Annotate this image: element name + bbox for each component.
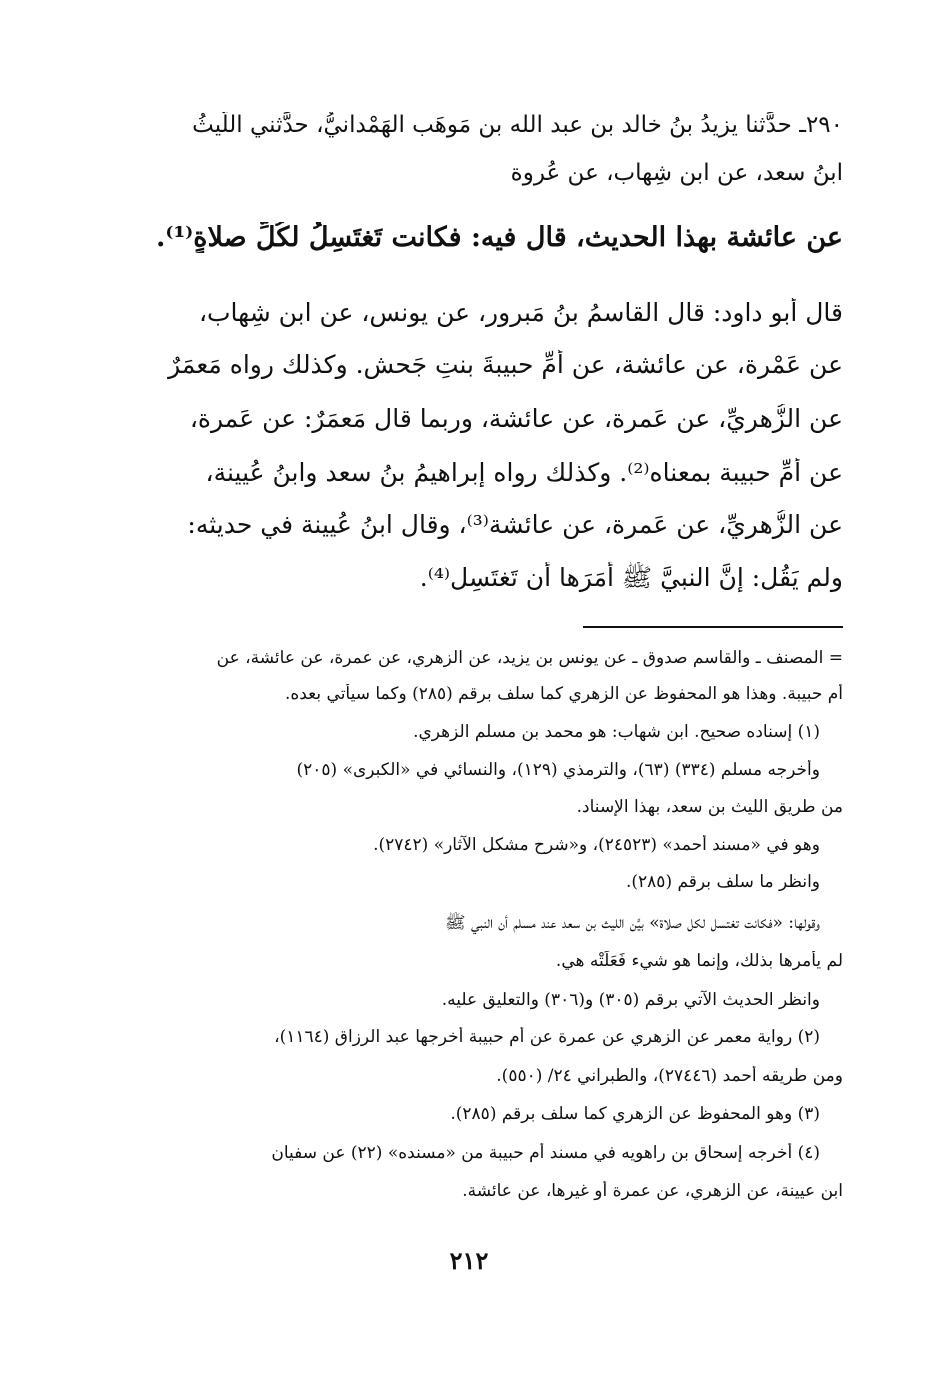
footnote-line: لم يأمرها بذلك، وإنما هو شيء فَعَلَتْه هي. — [555, 951, 843, 971]
main-text-line-4: عن أُمِّ حبيبة بمعناه⁽²⁾. وكذلك رواه إبراهيمُ بنُ سعد وابنُ عُيينة، — [205, 458, 843, 487]
main-text-line-2: عن عَمْرة، عن عائشة، عن أُمِّ حبيبةَ بنتِ جَحش. وكذلك رواه مَعمَرٌ — [168, 350, 843, 379]
footnote-line: ومن طريقه أحمد (٢٧٤٤٦)، والطبراني ٢٤/ (٥٥٠). — [496, 1066, 843, 1086]
main-text-line-3: عن الزُّهريِّ، عن عَمرة، عن عائشة، وربما قال مَعمَرٌ: عن عَمرة، — [189, 404, 843, 433]
footnote-line: (٣) وهو المحفوظ عن الزهري كما سلف برقم (٢٨٥). — [450, 1104, 820, 1124]
footnote-line: وانظر الحديث الآتي برقم (٣٠٥) و(٣٠٦) والتعليق عليه. — [441, 990, 820, 1010]
footnote-line: وهو في «مسند أحمد» (٢٤٥٢٣)، و«شرح مشكل الآثار» (٢٧٤٢). — [373, 835, 820, 855]
page-number: ٢١٢ — [449, 1246, 489, 1275]
footnote-line: ابن عيينة، عن الزهري، عن عمرة أو غيرها، عن عائشة. — [462, 1181, 843, 1201]
footnote-line: (٢) رواية معمر عن الزهري عن عمرة عن أم حبيبة أخرجها عبد الرزاق (١١٦٤)، — [274, 1027, 820, 1047]
footnote-line: أم حبيبة. وهذا هو المحفوظ عن الزهري كما سلف برقم (٢٨٥) وكما سيأتي بعده. — [284, 684, 843, 704]
hadith-matn: عن عائشة بهذا الحديث، قال فيه: فكانت تَغتَسِلُ لكُلِّ صلاةٍ⁽¹⁾. — [155, 222, 843, 253]
footnote-line: (١) إسناده صحيح. ابن شهاب: هو محمد بن مسلم الزهري. — [413, 722, 820, 742]
hadith-isnad-line-2: ابنُ سعد، عن ابن شِهاب، عن عُروة — [510, 160, 843, 186]
hadith-isnad-line-1: ٢٩٠ـ حدَّثنا يزيدُ بنُ خالد بن عبد الله بن مَوهَب الهَمْدانيُّ، حدَّثني اللَّيثُ — [192, 112, 843, 138]
footnote-line: وانظر ما سلف برقم (٢٨٥). — [626, 872, 820, 892]
footnote-line: من طريق الليث بن سعد، بهذا الإسناد. — [576, 797, 843, 817]
footnote-separator — [583, 626, 843, 628]
footnote-line: (٤) أخرجه إسحاق بن راهويه في مسند أم حبيبة من «مسنده» (٢٢) عن سفيان — [271, 1143, 820, 1163]
footnote-line: = المصنف ـ والقاسم صدوق ـ عن يونس بن يزيد، عن الزهري، عن عمرة، عن عائشة، عن — [216, 648, 843, 668]
footnote-line: وأخرجه مسلم (٣٣٤) (٦٣)، والترمذي (١٢٩)، والنسائي في «الكبرى» (٢٠٥) — [296, 760, 820, 780]
main-text-line-1: قال أبو داود: قال القاسمُ بنُ مَبرور، عن يونس، عن ابن شِهاب، — [198, 298, 843, 327]
main-text-line-5: عن الزُّهريِّ، عن عَمرة، عن عائشة⁽³⁾، وقال ابنُ عُيينة في حديثه: — [187, 510, 843, 539]
main-text-line-6: ولم يَقُل: إنَّ النبيَّ ﷺ أمَرَها أن تَغتَسِل⁽⁴⁾. — [419, 563, 843, 592]
footnote-line: وقولها: «فكانت تغتسل لكل صلاة» بيَّن الليث بن سعد عند مسلم أن النبي ﷺ — [445, 913, 820, 933]
